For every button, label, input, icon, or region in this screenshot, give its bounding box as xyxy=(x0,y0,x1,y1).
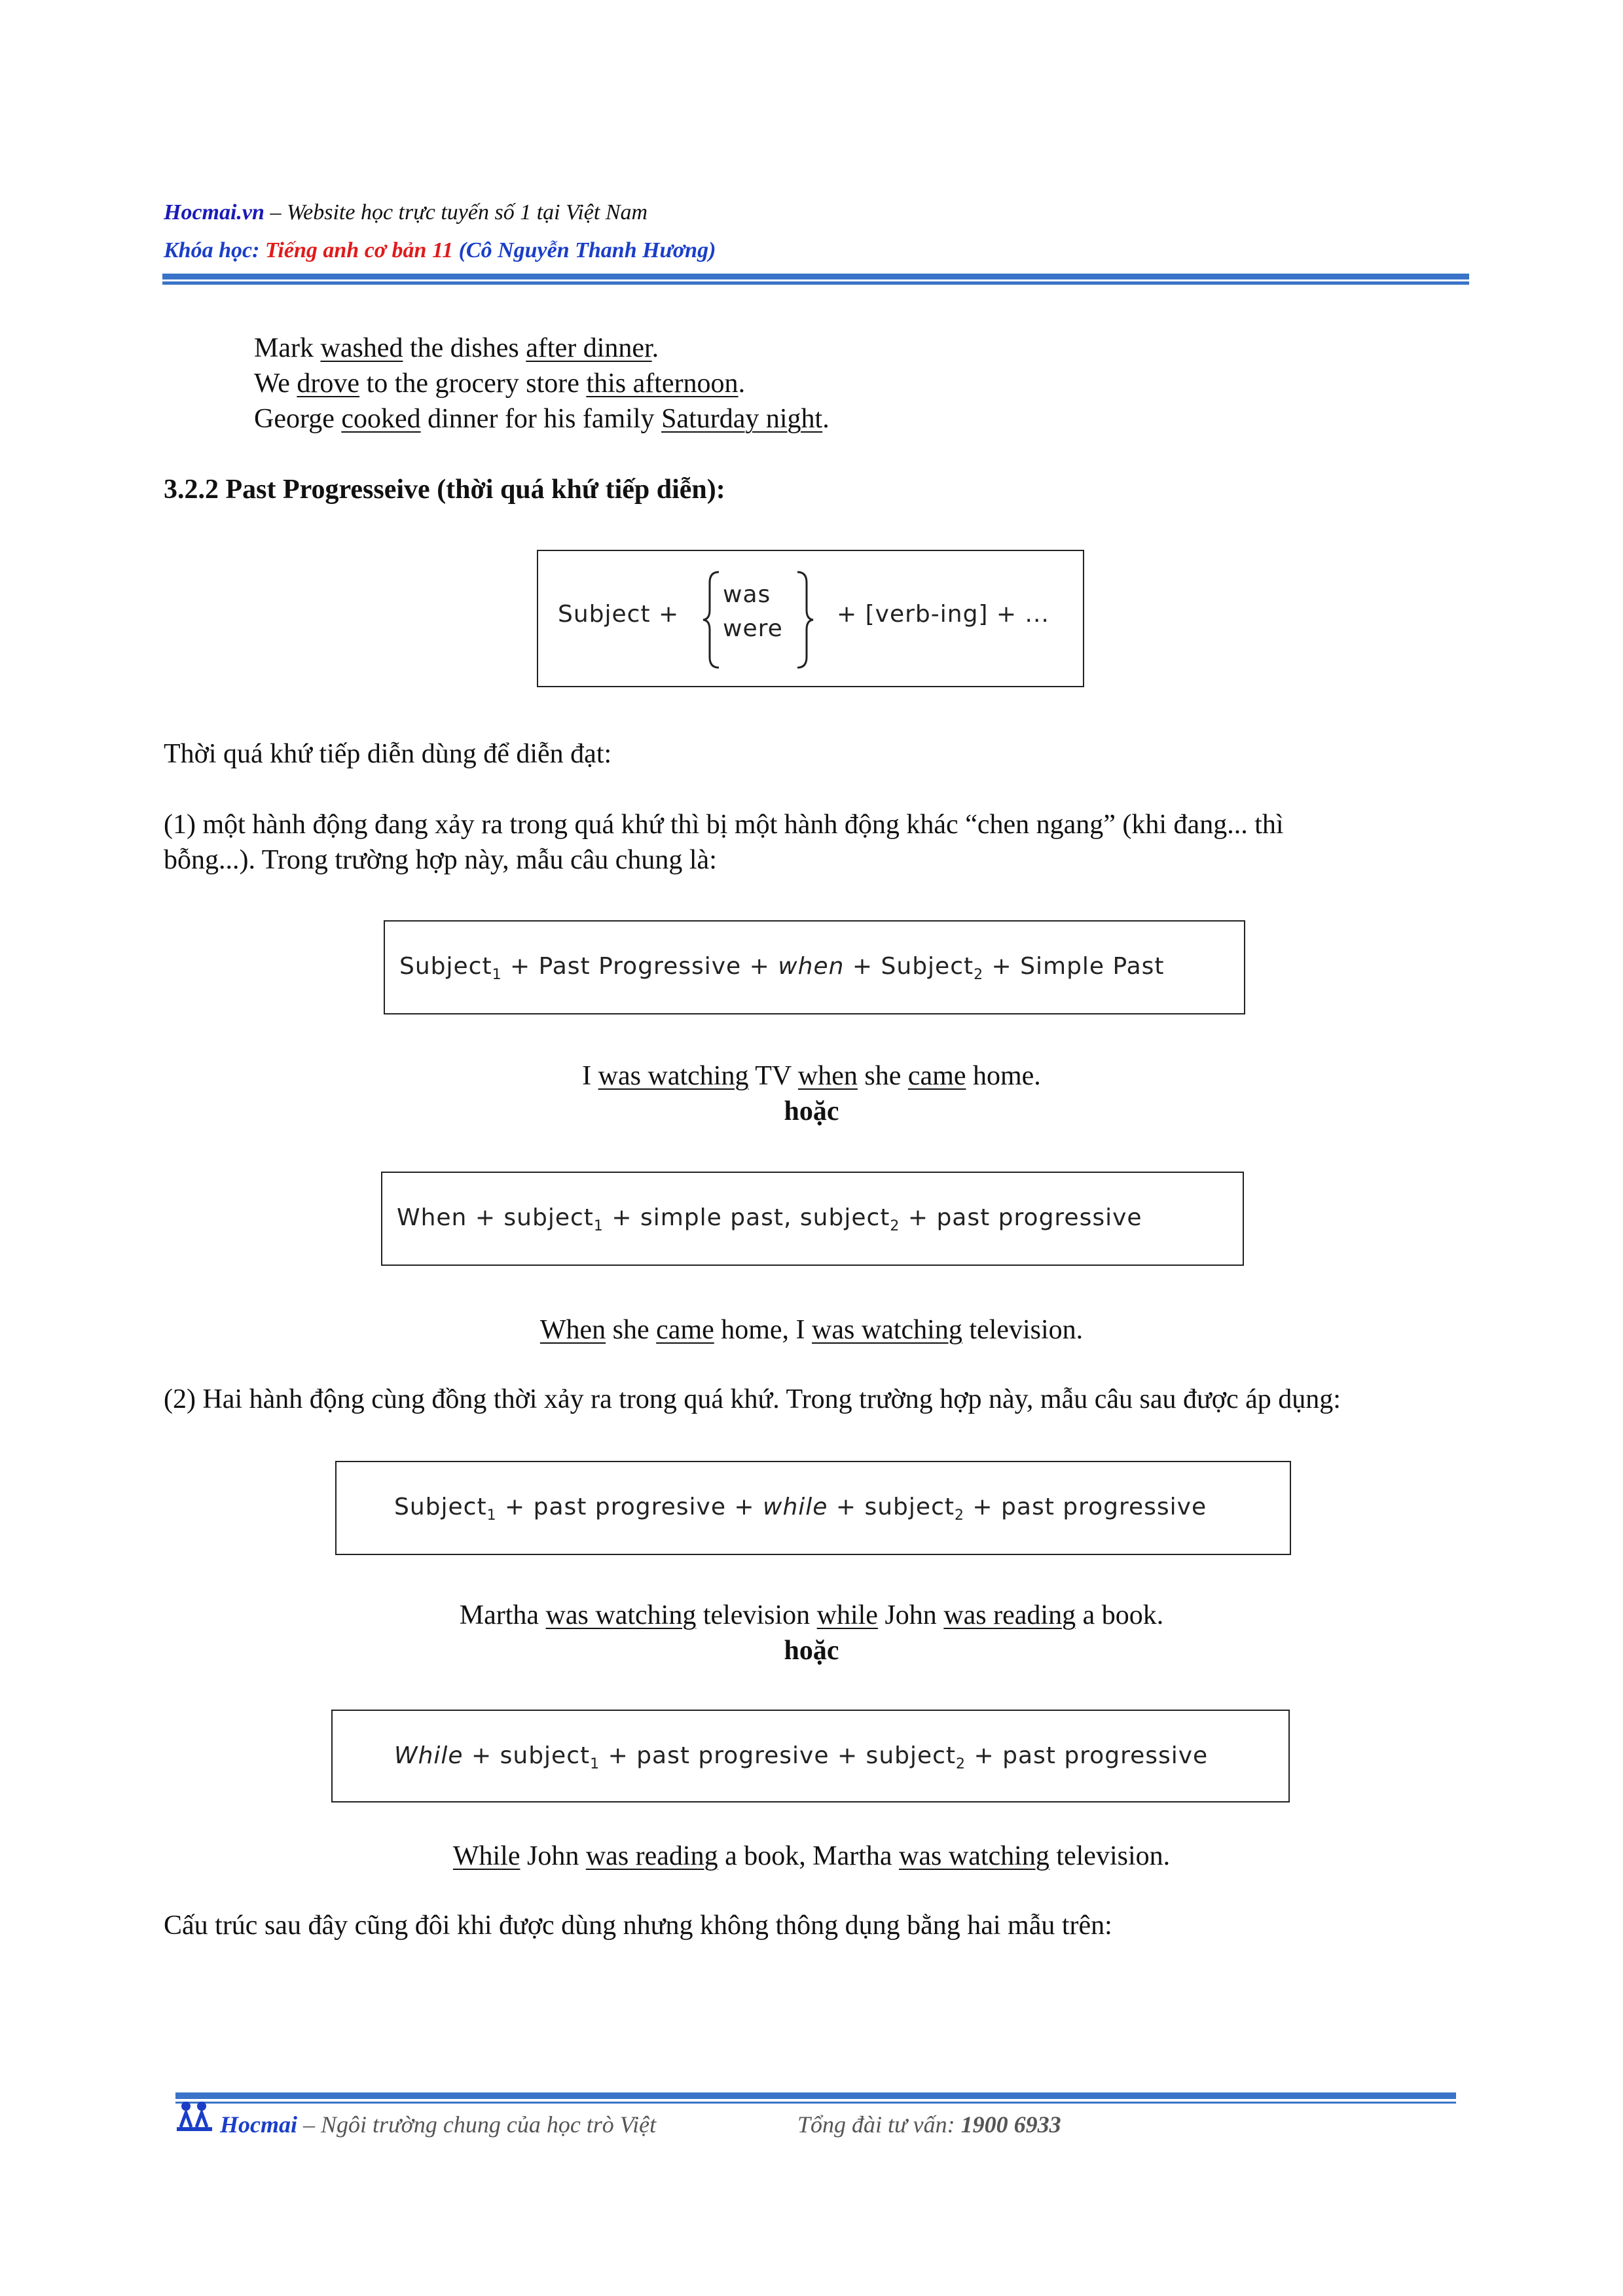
hotline-number[interactable]: 1900 6933 xyxy=(960,2111,1061,2138)
case1-line2: bỗng...). Trong trường hợp này, mẫu câu chung là: xyxy=(164,845,717,875)
right-brace-icon xyxy=(795,571,814,669)
hocmai-logo-icon xyxy=(174,2097,215,2134)
formula1-box xyxy=(384,920,1245,1014)
footer-hotline: Tổng đài tư vấn: 1900 6933 xyxy=(797,2111,1061,2138)
formula2-box xyxy=(381,1172,1244,1266)
case1-line1: (1) một hành động đang xảy ra trong quá khứ thì bị một hành động khác “chen ngang” (khi đang... thì xyxy=(164,810,1284,840)
header-rule xyxy=(162,274,1469,281)
site-name[interactable]: Hocmai.vn xyxy=(164,200,264,224)
case2-text: (2) Hai hành động cùng đồng thời xảy ra trong quá khứ. Trong trường hợp này, mẫu câu sau được áp dụng: xyxy=(164,1384,1341,1414)
left-brace-icon xyxy=(702,571,721,669)
course-label: Khóa học: xyxy=(164,238,265,262)
header-course-line xyxy=(164,238,716,263)
formula2-text: When + subject$_1$ + simple past, subject$_2$ + past progressive xyxy=(397,1204,1142,1235)
example-line: George cooked dinner for his family Saturday night. xyxy=(254,404,830,434)
formula-subject: Subject + xyxy=(558,601,680,628)
footer-rule xyxy=(175,2092,1456,2099)
example4-sentence: While John was reading a book, Martha was watching television. xyxy=(452,1841,1171,1871)
course-teacher: (Cô Nguyễn Thanh Hương) xyxy=(453,238,716,262)
formula-main-box xyxy=(537,550,1084,687)
closing-text: Cấu trúc sau đây cũng đôi khi được dùng nhưng không thông dụng bằng hai mẫu trên: xyxy=(164,1910,1112,1941)
formula4-box xyxy=(331,1710,1290,1803)
example2-sentence: When she came home, I was watching television. xyxy=(539,1315,1084,1345)
formula-were: were xyxy=(723,615,783,642)
formula-was: was xyxy=(723,581,771,608)
intro-text: Thời quá khứ tiếp diễn dùng để diễn đạt: xyxy=(164,739,612,769)
example1-sentence: I was watching TV when she came home. xyxy=(582,1061,1041,1091)
formula-rest: + [verb-ing] + ... xyxy=(837,601,1049,628)
header-site-line xyxy=(164,200,647,225)
example-line: We drove to the grocery store this afternoon. xyxy=(254,368,746,399)
section-title: 3.2.2 Past Progresseive (thời quá khứ tiếp diễn): xyxy=(164,475,725,505)
or-label: hoặc xyxy=(784,1096,839,1126)
formula4-text: While + subject$_1$ + past progresive + subject$_2$ + past progressive xyxy=(394,1742,1209,1773)
site-tagline: – Website học trực tuyến số 1 tại Việt Nam xyxy=(264,200,648,224)
or-label: hoặc xyxy=(784,1636,839,1666)
footer-slogan: Hocmai – Ngôi trường chung của học trò Việt xyxy=(220,2111,657,2138)
footer-brand[interactable]: Hocmai xyxy=(220,2111,297,2138)
course-name: Tiếng anh cơ bản 11 xyxy=(264,238,454,262)
example3-sentence: Martha was watching television while John was reading a book. xyxy=(459,1600,1164,1630)
example-line: Mark washed the dishes after dinner. xyxy=(254,333,659,363)
formula3-box xyxy=(335,1461,1291,1555)
footer-rule-thin xyxy=(175,2102,1456,2104)
formula3-text: Subject$_1$ + past progresive + while + subject$_2$ + past progressive xyxy=(394,1494,1207,1524)
formula1-text: Subject$_1$ + Past Progressive + when + Subject$_2$ + Simple Past xyxy=(399,953,1165,984)
